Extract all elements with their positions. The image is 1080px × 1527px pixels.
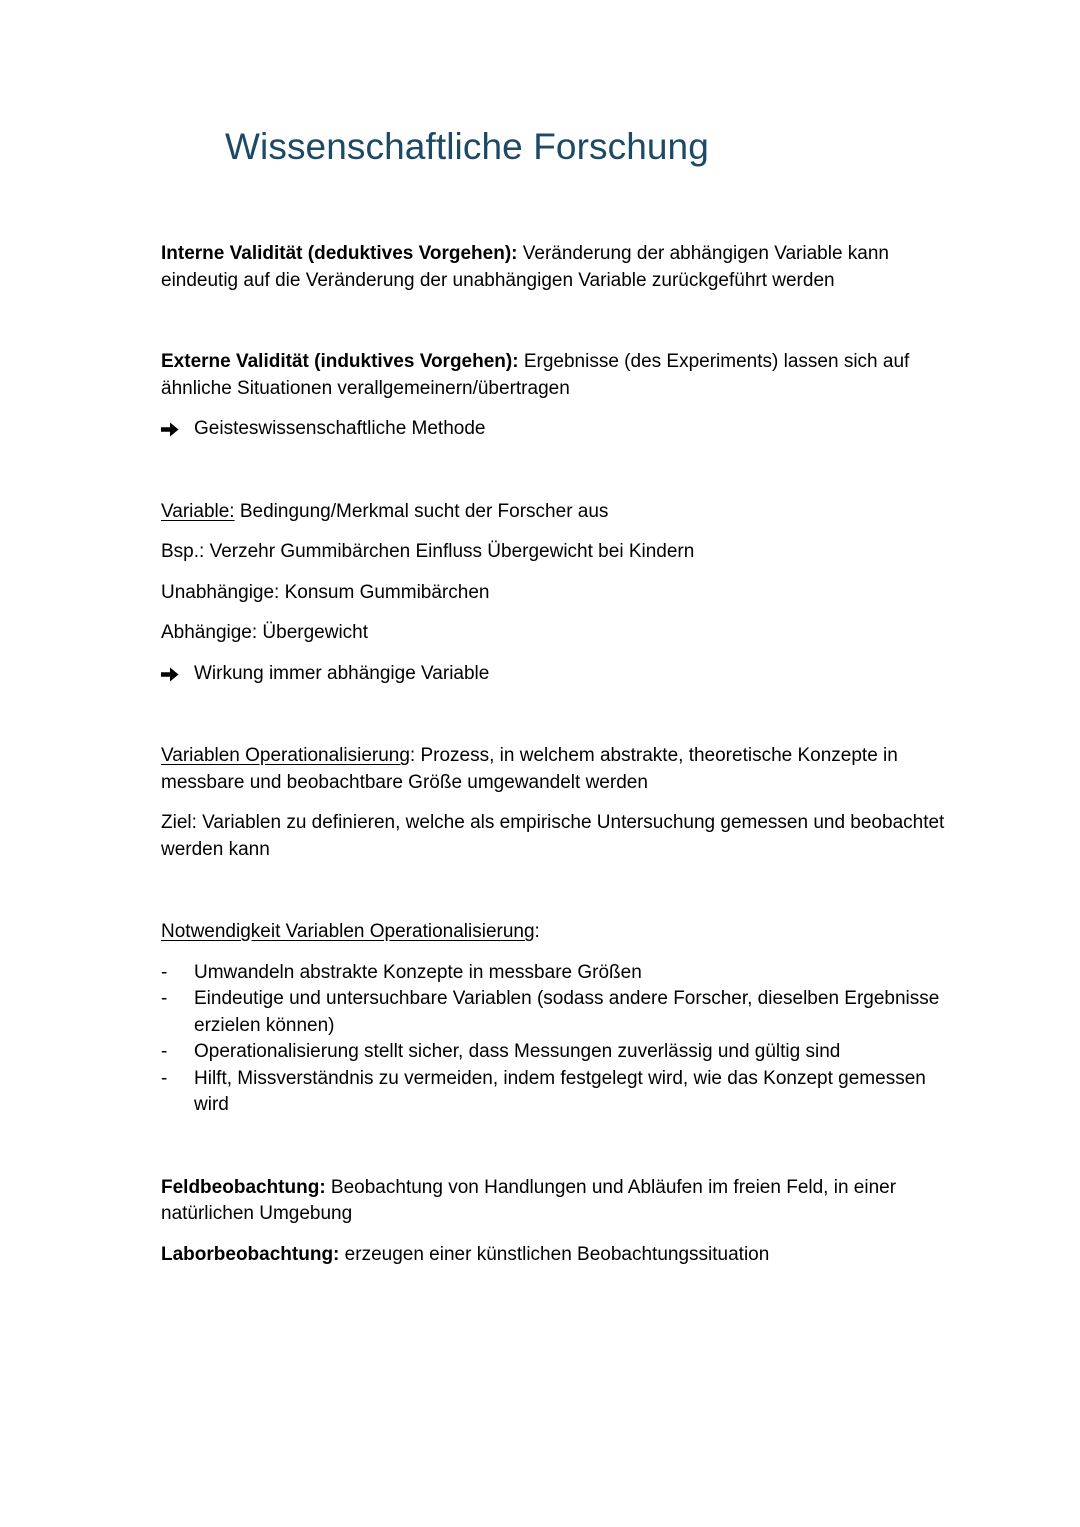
list-item	[161, 986, 961, 1039]
laborbeobachtung-text: erzeugen einer künstlichen Beobachtungssituation	[339, 1243, 770, 1265]
list-item-text: Hilft, Missverständnis zu vermeiden, indem festgelegt wird, wie das Konzept gemessen wird	[194, 1067, 926, 1115]
list-item-text: Operationalisierung stellt sicher, dass Messungen zuverlässig und gültig sind	[194, 1041, 841, 1062]
dash-bullet: -	[161, 988, 168, 1009]
variable-example: Bsp.: Verzehr Gummibärchen Einfluss Übergewicht bei Kindern	[161, 541, 695, 562]
dash-bullet: -	[161, 1067, 168, 1089]
feldbeobachtung-paragraph	[161, 1175, 961, 1228]
operationalisierung-term: Variablen Operationalisierung	[161, 745, 410, 766]
notwendigkeit-heading	[161, 919, 961, 946]
arrow-right-icon	[161, 661, 194, 682]
variable-term: Variable:	[161, 500, 235, 522]
externe-arrow-text: Geisteswissenschaftliche Methode	[194, 418, 486, 439]
interne-validitaet-text: Veränderung der abhängigen Variable kann eindeutig auf die Veränderung der unabhängigen Variable zurückgeführt werden	[161, 243, 889, 291]
operationalisierung-goal: Ziel: Variablen zu definieren, welche als empirische Untersuchung gemessen und beobachtet werden kann	[161, 812, 945, 860]
interne-validitaet-paragraph	[161, 241, 961, 294]
externe-validitaet-paragraph	[161, 349, 961, 402]
variable-arrow-text: Wirkung immer abhängige Variable	[194, 662, 490, 684]
operationalisierung-text: : Prozess, in welchem abstrakte, theoretische Konzepte in messbare und beobachtbare Größe umgewandelt werden	[161, 745, 898, 793]
feldbeobachtung-term: Feldbeobachtung:	[161, 1176, 326, 1198]
feldbeobachtung-text: Beobachtung von Handlungen und Abläufen im freien Feld, in einer natürlichen Umgebung	[161, 1176, 897, 1224]
list-item-text: Umwandeln abstrakte Konzepte in messbare Größen	[194, 961, 642, 983]
list-item	[161, 1039, 961, 1066]
list-item	[161, 1066, 961, 1119]
list-item-text: Eindeutige und untersuchbare Variablen (sodass andere Forscher, dieselben Ergebnisse erzielen können)	[194, 988, 940, 1036]
variable-paragraph	[161, 499, 961, 526]
variable-arrow-item	[161, 661, 961, 688]
variable-text: Bedingung/Merkmal sucht der Forscher aus	[234, 500, 609, 522]
variable-dependent: Abhängige: Übergewicht	[161, 622, 369, 643]
document-body	[161, 241, 961, 1268]
interne-validitaet-term: Interne Validität (deduktives Vorgehen):	[161, 243, 518, 264]
dash-bullet: -	[161, 961, 168, 983]
laborbeobachtung-term: Laborbeobachtung:	[161, 1243, 340, 1265]
externe-validitaet-text: Ergebnisse (des Experiments) lassen sich auf ähnliche Situationen verallgemeinern/übertragen	[161, 351, 910, 399]
page-title: Wissenschaftliche Forschung	[225, 126, 709, 167]
notwendigkeit-colon: :	[534, 921, 540, 942]
notwendigkeit-term: Notwendigkeit Variablen Operationalisierung	[161, 921, 535, 942]
laborbeobachtung-paragraph	[161, 1242, 961, 1269]
operationalisierung-paragraph	[161, 743, 961, 796]
variable-independent: Unabhängige: Konsum Gummibärchen	[161, 581, 490, 603]
dash-bullet: -	[161, 1041, 168, 1062]
externe-validitaet-term: Externe Validität (induktives Vorgehen):	[161, 351, 519, 372]
list-item	[161, 960, 961, 987]
notwendigkeit-list	[161, 960, 961, 1119]
arrow-right-icon	[161, 416, 194, 437]
externe-arrow-item	[161, 416, 961, 443]
